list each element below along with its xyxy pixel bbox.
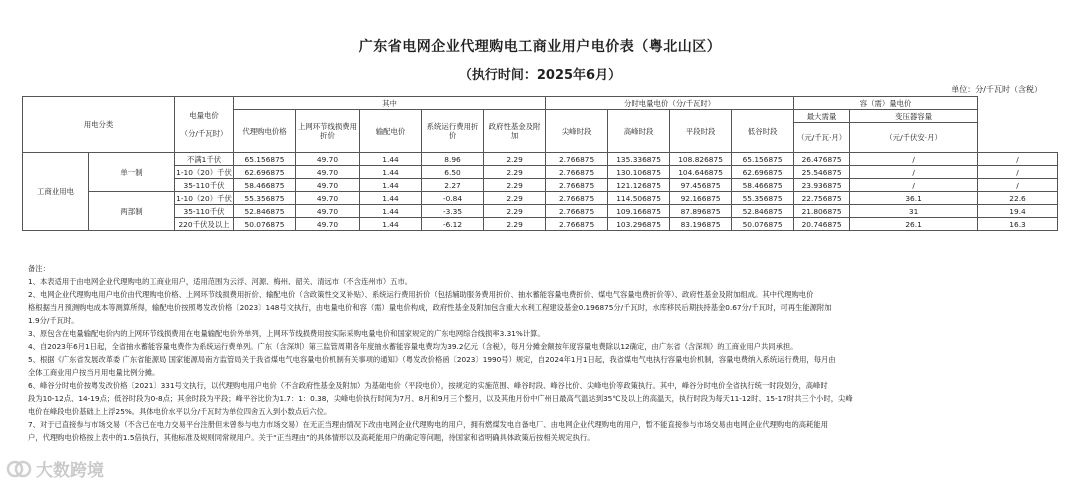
cell-sys: 2.29 — [484, 179, 546, 192]
cell-flat: 62.696875 — [732, 166, 794, 179]
note-line: 电价在峰段电价基础上上浮25%。具体电价水平以分/千瓦时为单位四舍五入到小数点后六位。 — [28, 407, 332, 416]
cell-sharp: 135.336875 — [608, 153, 670, 166]
cell-loss: 1.44 — [360, 179, 422, 192]
cell-energy: 52.846875 — [234, 205, 296, 218]
header-system-cost: 系统运行费用折价 — [422, 110, 484, 153]
cell-demand: 26.1 — [850, 218, 978, 231]
note-line: 1、本表适用于由电网企业代理购电的工商业用户，适用范围为云浮、河源、梅州、韶关、清远市（不含连州市）五市。 — [28, 277, 413, 286]
cell-sys: 2.29 — [484, 218, 546, 231]
watermark-text: 大数跨境 — [36, 461, 104, 481]
header-transmission-loss: 上网环节线损费用折价 — [296, 110, 360, 153]
cell-valley: 21.806875 — [794, 205, 850, 218]
table-row — [23, 179, 1058, 192]
note-line: 7、对于已直接参与市场交易（不含已在电力交易平台注册但未曾参与电力市场交易）在无正当理由情况下改由电网企业代理购电的用户，拥有燃煤发电自备电厂、由电网企业代理购电的用户，暂不能直接参与市场交易由电网企业代理购电的高耗能用 — [28, 420, 828, 429]
cell-sys: 2.29 — [484, 166, 546, 179]
cell-sys: 2.29 — [484, 153, 546, 166]
cell-trans: 16.3 — [978, 218, 1058, 231]
cell-loss: 1.44 — [360, 153, 422, 166]
note-line: 4、自2023年6月1日起，全省抽水蓄能容量电费作为系统运行费单列。广东（含深圳）第三监管周期各年度抽水蓄能容量电费均为39.2亿元（含税），每月分摊金额按年度容量电费除以12确定，由广东省（含深圳）的工商业用户共同承担。 — [28, 342, 798, 351]
cell-trans: 22.6 — [978, 192, 1058, 205]
cell-loss: 1.44 — [360, 205, 422, 218]
page-title: 广东省电网企业代理购电工商业用户电价表（粤北山区） — [358, 39, 722, 55]
header-tnd-price: 输配电价 — [360, 110, 422, 153]
cell-energy: 55.356875 — [234, 192, 296, 205]
cell-valley: 20.746875 — [794, 218, 850, 231]
cell-sys: 2.29 — [484, 192, 546, 205]
table-row — [23, 166, 1058, 179]
cell-proxy: 49.70 — [296, 192, 360, 205]
cell-demand: 31 — [850, 205, 978, 218]
subcategory-single: 单一制 — [89, 153, 175, 192]
notes-section — [28, 262, 1058, 444]
cell-fund: 2.766875 — [546, 166, 608, 179]
cell-fund: 2.766875 — [546, 205, 608, 218]
cell-voltage: 不满1千伏 — [175, 153, 234, 166]
cell-sharp: 130.106875 — [608, 166, 670, 179]
cell-voltage: 220千伏及以上 — [175, 218, 234, 231]
table-row — [23, 218, 1058, 231]
cell-fund: 2.766875 — [546, 218, 608, 231]
page-subtitle: （执行时间：2025年6月） — [458, 68, 622, 83]
cell-tnd: 2.27 — [422, 179, 484, 192]
header-of-which: 其中 — [234, 97, 546, 110]
cell-tnd: -0.84 — [422, 192, 484, 205]
header-proxy-price: 代理购电价格 — [234, 110, 296, 153]
cell-flat: 50.076875 — [732, 218, 794, 231]
cell-loss: 1.44 — [360, 192, 422, 205]
header-max-demand-unit: （元/千瓦·月） — [794, 123, 850, 153]
cell-demand: / — [850, 179, 978, 192]
header-peak: 高峰时段 — [608, 110, 670, 153]
note-line: 2、电网企业代理购电用户电价由代理购电价格、上网环节线损费用折价、输配电价（含政策性交叉补贴）、系统运行费用折价（包括辅助服务费用折价、抽水蓄能容量电费折价、煤电气容量电费折价等）、政府性基金及附加组成。其中代理购电价 — [28, 290, 814, 299]
cell-flat: 55.356875 — [732, 192, 794, 205]
cell-energy: 50.076875 — [234, 218, 296, 231]
cell-tnd: -6.12 — [422, 218, 484, 231]
header-flat: 平段时段 — [670, 110, 732, 153]
cell-peak: 108.826875 — [670, 153, 732, 166]
table-row — [23, 192, 1058, 205]
cell-trans: / — [978, 166, 1058, 179]
header-gov-fund: 政府性基金及附加 — [484, 110, 546, 153]
cell-voltage: 1-10（20）千伏 — [176, 167, 232, 177]
cell-proxy: 49.70 — [296, 218, 360, 231]
note-line: 3、原包含在电量输配电价内的上网环节线损费用在电量输配电价外单列，上网环节线损费用按实际采购电量电价和国家规定的广东电网综合线损率3.31%计算。 — [28, 329, 545, 338]
cell-peak: 104.646875 — [670, 166, 732, 179]
cell-energy: 58.466875 — [234, 179, 296, 192]
cell-trans: 19.4 — [978, 205, 1058, 218]
cell-sharp: 114.506875 — [608, 192, 670, 205]
cell-valley: 22.756875 — [794, 192, 850, 205]
header-transformer-unit: （元/千伏安·月） — [850, 123, 978, 153]
header-sharp-peak: 尖峰时段 — [546, 110, 608, 153]
cell-proxy: 49.70 — [296, 153, 360, 166]
header-valley: 低谷时段 — [732, 110, 794, 153]
cell-energy: 62.696875 — [234, 166, 296, 179]
header-energy-price-unit: （分/千瓦时） — [180, 129, 228, 138]
header-energy-price-label: 电量电价 — [189, 111, 219, 120]
cell-peak: 92.166875 — [670, 192, 732, 205]
cell-voltage: 35-110千伏 — [175, 179, 234, 192]
cell-tnd: 6.50 — [422, 166, 484, 179]
note-line: 1.9分/千瓦时。 — [28, 316, 79, 325]
cell-demand: 36.1 — [850, 192, 978, 205]
cell-proxy: 49.70 — [296, 205, 360, 218]
cell-fund: 2.766875 — [546, 179, 608, 192]
watermark — [6, 456, 104, 481]
header-transformer: 变压器容量 — [850, 110, 978, 123]
cell-demand: / — [850, 153, 978, 166]
cell-peak: 87.896875 — [670, 205, 732, 218]
cell-trans: / — [978, 153, 1058, 166]
cell-sharp: 109.166875 — [608, 205, 670, 218]
note-line: 格根据当月预测购电成本等测算所得，输配电价按照粤发改价格〔2023〕148号文执行，由电量电价和容（需）量电价构成，政府性基金及附加包含重大水利工程建设基金0.196875分/千瓦时，水库移民后期扶持基金0.67分/千瓦时，可再生能源附加 — [28, 303, 832, 312]
unit-label: 单位：分/千瓦时（含税） — [951, 85, 1042, 94]
cell-sys: 2.29 — [484, 205, 546, 218]
cell-voltage: 1-10（20）千伏 — [176, 193, 232, 203]
cell-fund: 2.766875 — [546, 153, 608, 166]
cell-demand: / — [850, 166, 978, 179]
cell-tnd: -3.35 — [422, 205, 484, 218]
cell-sharp: 103.296875 — [608, 218, 670, 231]
table-row — [23, 153, 1058, 166]
cell-trans: / — [978, 179, 1058, 192]
price-table — [22, 96, 1058, 231]
cell-flat: 65.156875 — [732, 153, 794, 166]
cell-energy: 65.156875 — [234, 153, 296, 166]
note-line: 5、根据《广东省发展改革委 广东省能源局 国家能源局南方监管局关于我省煤电气电容量电价机制有关事项的通知》（粤发改价格函〔2023〕1990号）规定，自2024年1月1日起，我省煤电气电执行容量电价机制，容量电费纳入系统运行费用，每月由 — [28, 355, 836, 364]
header-tou-group: 分时电量电价（分/千瓦时） — [546, 97, 794, 110]
watermark-logo-icon — [6, 458, 32, 480]
cell-proxy: 49.70 — [296, 179, 360, 192]
note-line: 户，代理购电价格按上表中的1.5倍执行，其他标准及规则同常规用户。关于“正当理由”的具体情形以及高耗能用户的确定等问题，待国家和省明确具体政策后按相关规定执行。 — [28, 433, 595, 442]
cell-sharp: 121.126875 — [608, 179, 670, 192]
cell-tnd: 8.96 — [422, 153, 484, 166]
cell-proxy: 49.70 — [296, 166, 360, 179]
cell-flat: 58.466875 — [732, 179, 794, 192]
cell-peak: 83.196875 — [670, 218, 732, 231]
cell-flat: 52.846875 — [732, 205, 794, 218]
notes-heading: 备注： — [28, 264, 50, 273]
cell-fund: 2.766875 — [546, 192, 608, 205]
cell-peak: 97.456875 — [670, 179, 732, 192]
subcategory-two-part: 两部制 — [89, 192, 175, 231]
note-line: 段为10-12点、14-19点；低谷时段为0-8点；其余时段为平段；峰平谷比价为1.7：1：0.38，尖峰电价执行时间为7月、8月和9月三个整月，以及其他月份中广州日最高气温达到35℃及以上的高温天，执行时段为每天11-12时、15-17时共三个小时，尖峰 — [28, 394, 853, 403]
cell-voltage: 35-110千伏 — [175, 205, 234, 218]
table-row — [23, 205, 1058, 218]
header-category: 用电分类 — [23, 97, 175, 153]
note-line: 6、峰谷分时电价按粤发改价格〔2021〕331号文执行，以代理购电用户电价（不含政府性基金及附加）为基础电价（平段电价），按规定的实施范围、峰谷时段、峰谷比价、尖峰电价等政策执行。其中，峰谷分时电价全省执行统一时段划分，高峰时 — [28, 381, 828, 390]
header-max-demand: 最大需量 — [794, 110, 850, 123]
cell-valley: 23.936875 — [794, 179, 850, 192]
cell-valley: 25.546875 — [794, 166, 850, 179]
cell-loss: 1.44 — [360, 166, 422, 179]
cell-valley: 26.476875 — [794, 153, 850, 166]
note-line: 全体工商业用户按当月用电量比例分摊。 — [28, 368, 160, 377]
table-body — [23, 153, 1058, 231]
cell-loss: 1.44 — [360, 218, 422, 231]
header-energy-price — [175, 97, 234, 153]
header-capacity-group: 容（需）量电价 — [794, 97, 978, 110]
category-industrial: 工商业用电 — [23, 153, 89, 231]
